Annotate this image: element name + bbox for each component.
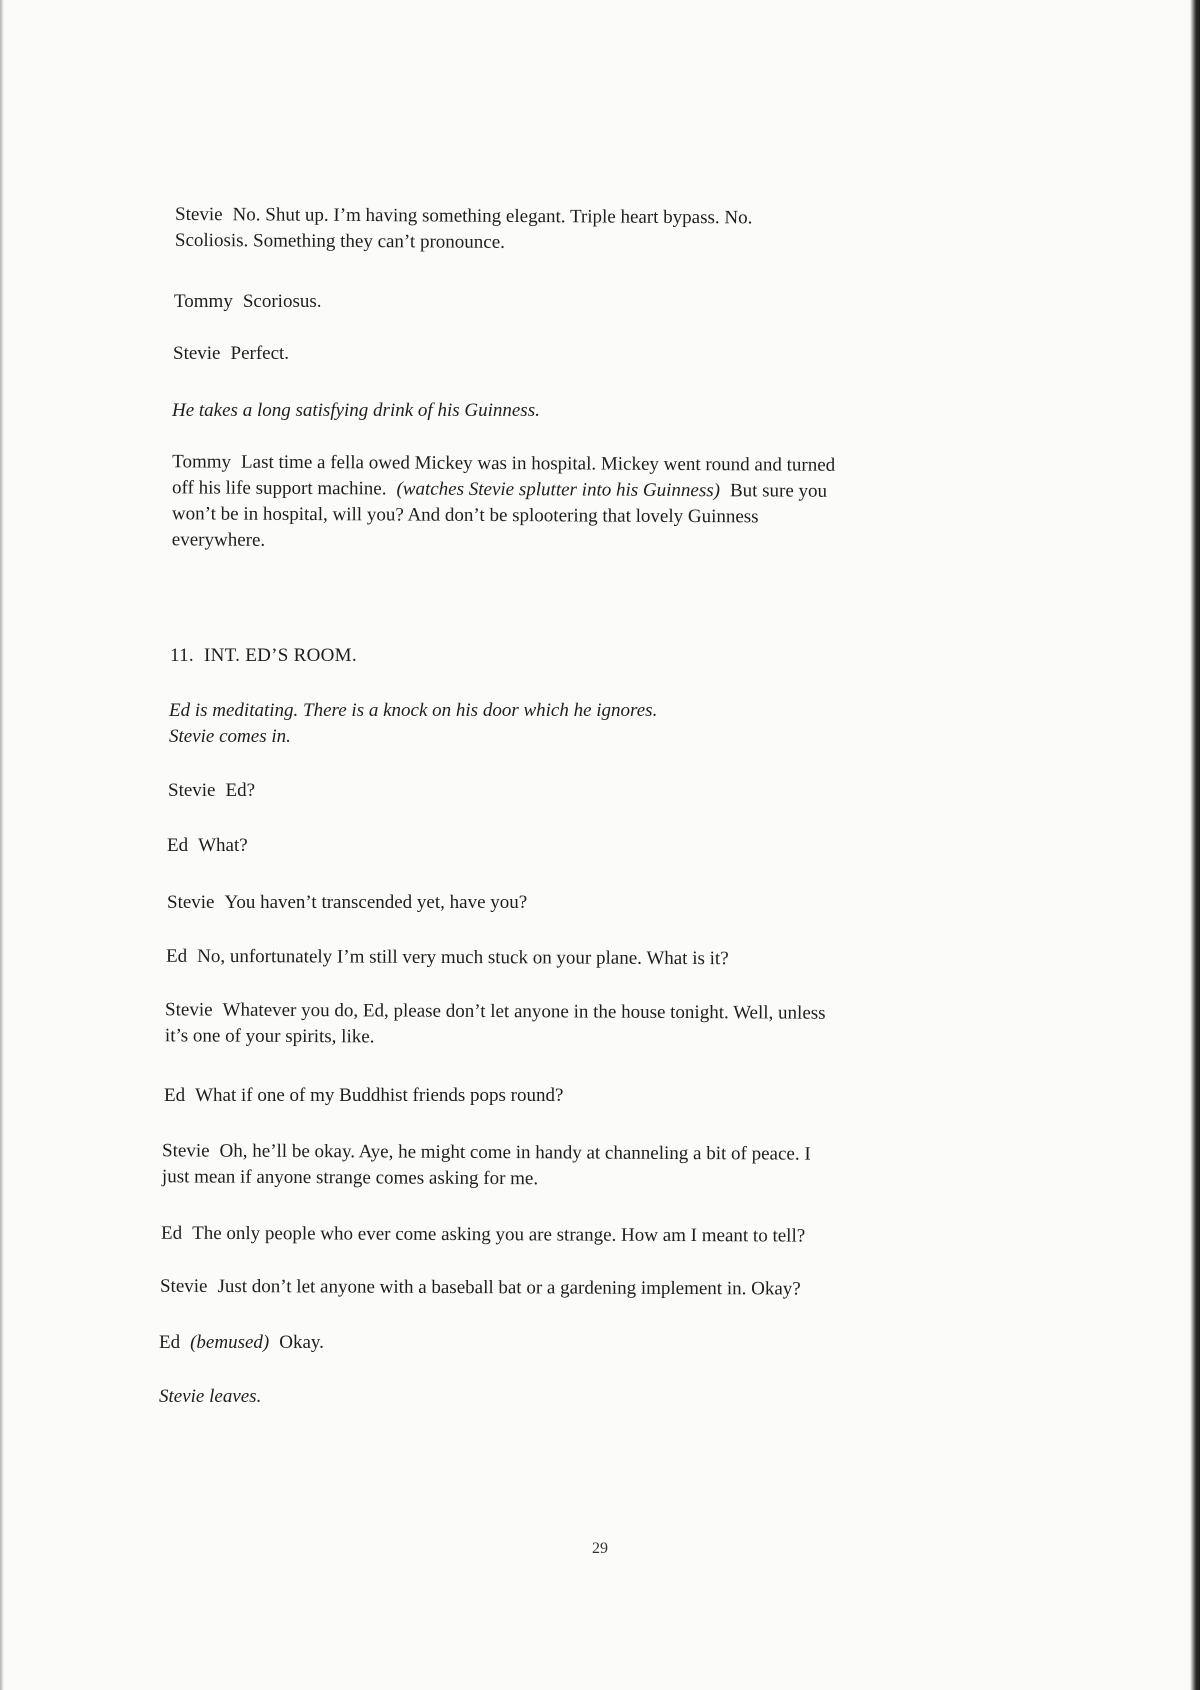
inline-direction: (watches Stevie splutter into his Guinness) bbox=[396, 478, 721, 502]
dialogue-block bbox=[173, 341, 1200, 367]
dialogue-text: Scoriosus. bbox=[242, 291, 322, 312]
speaker-name: Ed bbox=[159, 1332, 181, 1353]
dialogue-text: Okay. bbox=[279, 1332, 324, 1353]
stage-direction: Stevie leaves. bbox=[159, 1386, 262, 1407]
dialogue-text: No. Shut up. I’m having something elegant. Triple heart bypass. No. bbox=[232, 204, 753, 229]
dialogue-line: off his life support machine. (watches Stevie splutter into his Guinness) But sure you bbox=[172, 477, 828, 502]
dialogue-block: Stevie Whatever you do, Ed, please don’t let anyone in the house tonight. Well, unless it’s one of your spirits, like. bbox=[164, 999, 826, 1048]
dialogue-text: Whatever you do, Ed, please don’t let anyone in the house tonight. Well, unless bbox=[222, 999, 826, 1024]
dialogue-block bbox=[164, 1083, 1200, 1109]
dialogue-line: won’t be in hospital, will you? And don’t be splootering that lovely Guinness bbox=[171, 503, 759, 528]
dialogue-text: What if one of my Buddhist friends pops round? bbox=[195, 1085, 564, 1106]
dialogue-text: No, unfortunately I’m still very much stuck on your plane. What is it? bbox=[197, 945, 729, 970]
speaker-name: Stevie bbox=[165, 999, 213, 1021]
dialogue-block bbox=[175, 202, 1200, 260]
dialogue-block bbox=[161, 1221, 1200, 1252]
speaker-name: Stevie bbox=[159, 1275, 208, 1297]
speaker-name: Tommy bbox=[174, 291, 233, 312]
dialogue-block bbox=[160, 1274, 1200, 1305]
dialogue-text: The only people who ever come asking you are strange. How am I meant to tell? bbox=[192, 1222, 806, 1247]
dialogue-text: What? bbox=[198, 835, 248, 856]
page-number: 29 bbox=[592, 1540, 608, 1557]
dialogue-block bbox=[167, 833, 1200, 859]
speaker-name: Ed bbox=[165, 945, 188, 967]
dialogue-line: Scoliosis. Something they can’t pronounce. bbox=[174, 229, 505, 253]
speaker-name: Stevie bbox=[173, 343, 221, 364]
dialogue-text: Just don’t let anyone with a baseball bat or a gardening implement in. Okay? bbox=[217, 1275, 801, 1300]
dialogue-block bbox=[159, 1330, 1200, 1356]
dialogue-block bbox=[168, 778, 1200, 804]
speaker-name: Tommy bbox=[172, 451, 232, 473]
dialogue-line: everywhere. bbox=[171, 529, 266, 551]
dialogue-block bbox=[174, 289, 1200, 315]
dialogue-text: Perfect. bbox=[230, 343, 290, 364]
scene-heading bbox=[170, 643, 1200, 669]
dialogue-block: Stevie Oh, he’ll be okay. Aye, he might come in handy at channeling a bit of peace. I just mean if anyone strange comes asking for me. bbox=[161, 1140, 811, 1190]
speaker-name: Stevie bbox=[162, 1140, 210, 1162]
stage-direction: He takes a long satisfying drink of his Guinness. bbox=[172, 400, 540, 421]
speaker-name: Ed bbox=[164, 1085, 186, 1106]
inline-direction: (bemused) bbox=[190, 1332, 270, 1353]
speaker-name: Ed bbox=[160, 1222, 183, 1244]
dialogue-text: You haven’t transcended yet, have you? bbox=[224, 892, 528, 913]
stage-direction: Ed is meditating. There is a knock on his door which he ignores. Stevie comes in. bbox=[169, 700, 658, 747]
dialogue-text: Ed? bbox=[225, 780, 256, 801]
speaker-name: Stevie bbox=[175, 203, 223, 226]
dialogue-text: Oh, he’ll be okay. Aye, he might come in handy at channeling a bit of peace. I bbox=[219, 1140, 811, 1165]
scene-number: 11. bbox=[170, 645, 194, 666]
scene-title: INT. ED’S ROOM. bbox=[203, 645, 357, 666]
speaker-name: Stevie bbox=[168, 780, 216, 801]
dialogue-block bbox=[166, 944, 1200, 975]
dialogue-block bbox=[172, 449, 1200, 558]
speaker-name: Ed bbox=[167, 835, 189, 856]
dialogue-text: Last time a fella owed Mickey was in hospital. Mickey went round and turned bbox=[241, 451, 836, 476]
speaker-name: Stevie bbox=[167, 892, 215, 913]
dialogue-block bbox=[167, 890, 1200, 916]
